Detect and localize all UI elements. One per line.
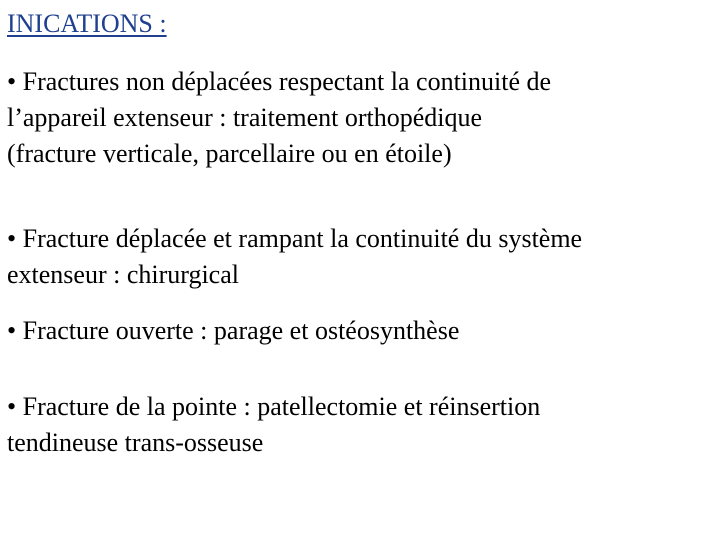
bullet-line: extenseur : chirurgical: [7, 260, 239, 289]
slide-title: INICATIONS :: [7, 9, 167, 38]
bullet-orthopedic-treatment: [7, 64, 715, 172]
bullet-apex-fracture: [7, 389, 715, 461]
bullet-line: • Fracture de la pointe : patellectomie et réinsertion: [7, 392, 541, 421]
bullet-line: l’appareil extenseur : traitement orthopédique: [7, 103, 483, 132]
bullet-line: • Fracture ouverte : parage et ostéosynthèse: [7, 316, 460, 345]
bullet-line: tendineuse trans-osseuse: [7, 428, 264, 457]
bullet-open-fracture: [7, 313, 715, 349]
bullet-line: • Fractures non déplacées respectant la continuité de: [7, 67, 552, 96]
bullet-surgical-treatment: [7, 221, 715, 293]
bullet-line: • Fracture déplacée et rampant la continuité du système: [7, 224, 583, 253]
bullet-line: (fracture verticale, parcellaire ou en étoile): [7, 139, 452, 168]
